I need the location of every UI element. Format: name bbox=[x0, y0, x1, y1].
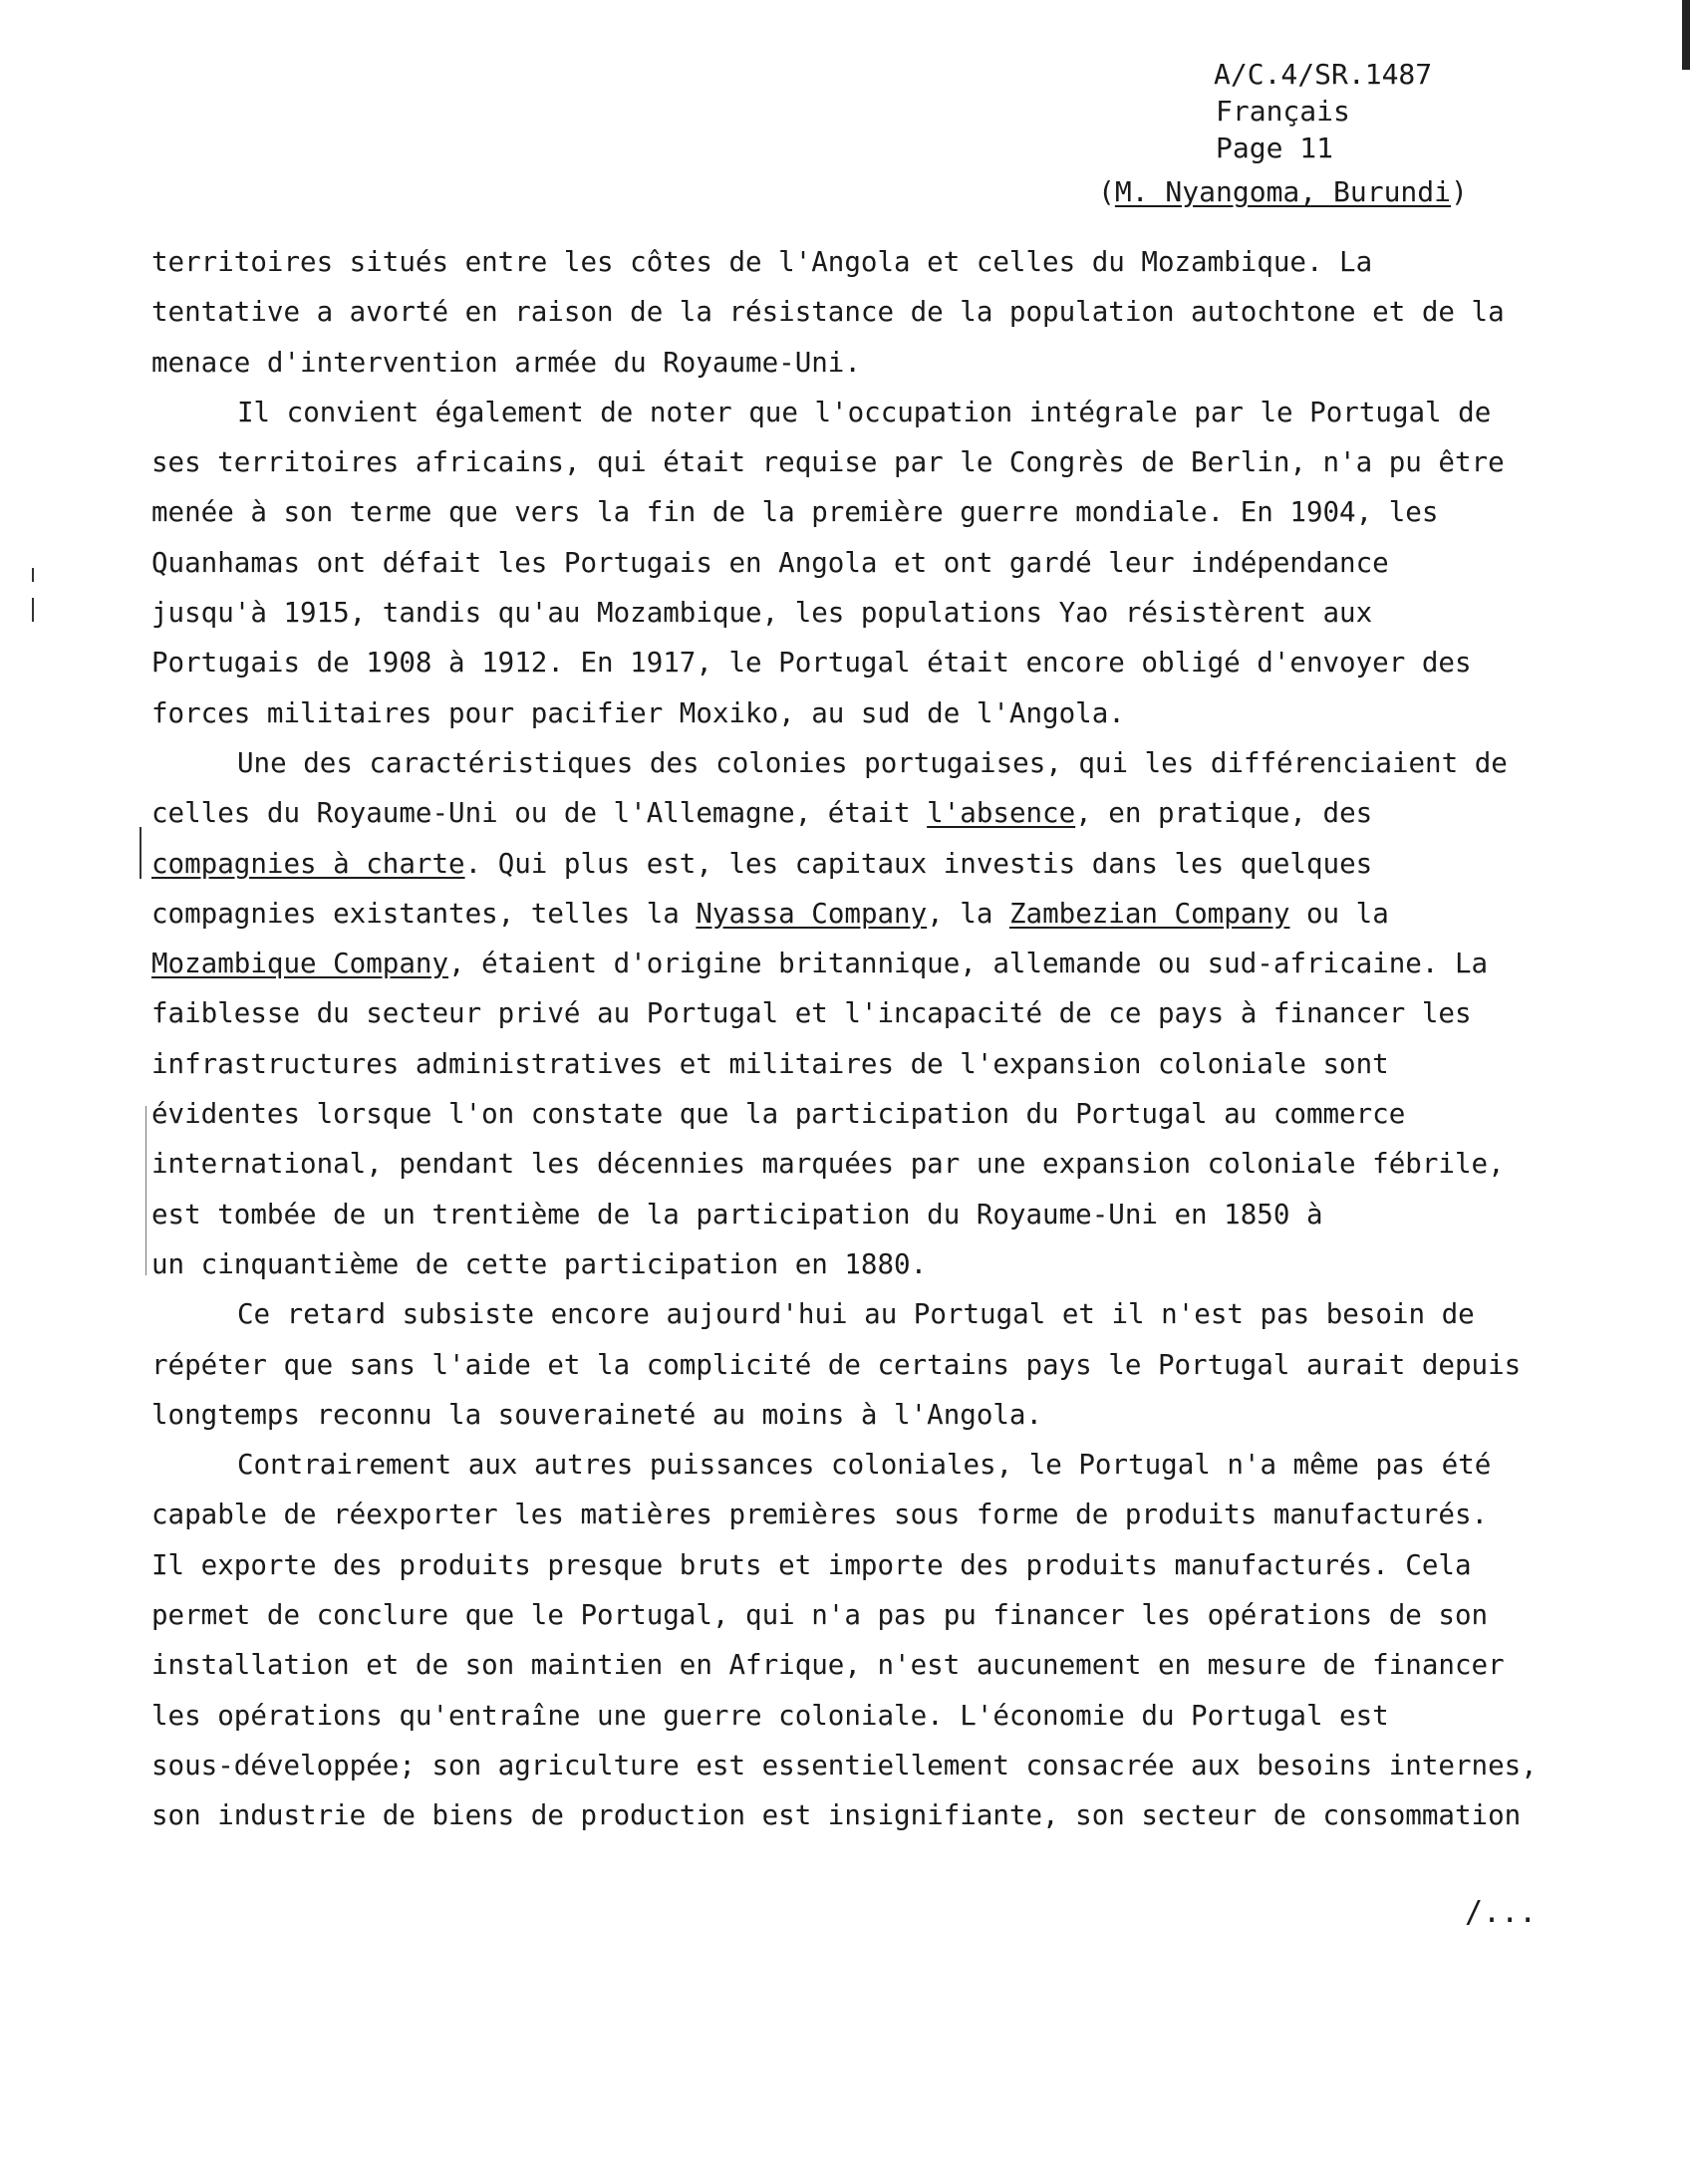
page-number: Page 11 bbox=[1216, 132, 1334, 164]
text-line: Une des caractéristiques des colonies portugaises, qui les différenciaient de bbox=[237, 746, 1508, 779]
speaker-attribution bbox=[1098, 175, 1468, 208]
underlined-phrase: Nyassa Company bbox=[696, 897, 928, 930]
text-line: permet de conclure que le Portugal, qui n'a pas pu financer les opérations de son bbox=[151, 1599, 1489, 1632]
text-line: territoires situés entre les côtes de l'Angola et celles du Mozambique. La bbox=[151, 246, 1373, 278]
paragraph bbox=[151, 738, 1556, 1289]
text-line: celles du Royaume-Uni ou de l'Allemagne, était l'absence, en pratique, des bbox=[151, 797, 1373, 830]
underlined-phrase: Mozambique Company bbox=[151, 948, 449, 980]
text-line: menace d'intervention armée du Royaume-Uni. bbox=[151, 346, 861, 379]
underlined-phrase: l'absence bbox=[927, 797, 1076, 830]
text-line: infrastructures administratives et militaires de l'expansion coloniale sont bbox=[151, 1047, 1389, 1080]
text-line: compagnies existantes, telles la Nyassa Company, la Zambezian Company ou la bbox=[151, 897, 1389, 930]
text-line: Portugais de 1908 à 1912. En 1917, le Portugal était encore obligé d'envoyer des bbox=[151, 647, 1472, 680]
text-line: est tombée de un trentième de la participation du Royaume-Uni en 1850 à bbox=[151, 1198, 1323, 1230]
text-line: évidentes lorsque l'on constate que la participation du Portugal au commerce bbox=[151, 1098, 1406, 1131]
text-line: sous-développée; son agriculture est essentiellement consacrée aux besoins internes, bbox=[151, 1749, 1538, 1781]
document-header bbox=[1214, 56, 1432, 166]
paragraph bbox=[151, 388, 1556, 738]
text-line: capable de réexporter les matières premières sous forme de produits manufacturés. bbox=[151, 1499, 1489, 1531]
document-language: Français bbox=[1216, 95, 1350, 128]
document-symbol: A/C.4/SR.1487 bbox=[1214, 58, 1433, 91]
text-line: tentative a avorté en raison de la résistance de la population autochtone et de la bbox=[151, 296, 1505, 329]
continuation-mark: /... bbox=[1465, 1895, 1538, 1930]
margin-mark bbox=[145, 1106, 146, 1275]
margin-mark bbox=[140, 827, 141, 879]
underlined-phrase: compagnies à charte bbox=[151, 847, 465, 880]
text-line: Quanhamas ont défait les Portugais en Angola et ont gardé leur indépendance bbox=[151, 546, 1389, 579]
text-line: un cinquantième de cette participation en 1880. bbox=[151, 1247, 928, 1280]
text-line: compagnies à charte. Qui plus est, les capitaux investis dans les quelques bbox=[151, 847, 1373, 880]
speaker-close-paren: ) bbox=[1451, 175, 1468, 208]
paragraph bbox=[151, 237, 1556, 388]
text-line: international, pendant les décennies marquées par une expansion coloniale fébrile, bbox=[151, 1148, 1505, 1181]
text-line: installation et de son maintien en Afrique, n'est aucunement en mesure de financer bbox=[151, 1649, 1505, 1682]
margin-mark bbox=[32, 598, 34, 622]
text-line: menée à son terme que vers la fin de la première guerre mondiale. En 1904, les bbox=[151, 496, 1439, 529]
text-line: Mozambique Company, étaient d'origine britannique, allemande ou sud-africaine. La bbox=[151, 948, 1489, 980]
scan-edge-mark bbox=[1682, 0, 1690, 70]
paragraph bbox=[151, 1440, 1556, 1840]
underlined-phrase: Zambezian Company bbox=[1008, 897, 1290, 930]
text-line: Ce retard subsiste encore aujourd'hui au Portugal et il n'est pas besoin de bbox=[237, 1298, 1475, 1331]
text-line: Contrairement aux autres puissances coloniales, le Portugal n'a même pas été bbox=[237, 1449, 1492, 1482]
text-line: longtemps reconnu la souveraineté au moins à l'Angola. bbox=[151, 1398, 1043, 1431]
text-line: forces militaires pour pacifier Moxiko, au sud de l'Angola. bbox=[151, 696, 1125, 729]
text-line: jusqu'à 1915, tandis qu'au Mozambique, les populations Yao résistèrent aux bbox=[151, 597, 1373, 630]
text-line: les opérations qu'entraîne une guerre coloniale. L'économie du Portugal est bbox=[151, 1699, 1389, 1732]
speaker-open-paren: ( bbox=[1098, 175, 1115, 208]
text-line: répéter que sans l'aide et la complicité de certains pays le Portugal aurait depuis bbox=[151, 1348, 1522, 1381]
margin-mark bbox=[32, 568, 34, 582]
text-line: son industrie de biens de production est insignifiante, son secteur de consommation bbox=[151, 1799, 1522, 1832]
text-line: Il convient également de noter que l'occupation intégrale par le Portugal de bbox=[237, 396, 1492, 428]
document-body bbox=[151, 237, 1556, 1841]
paragraph bbox=[151, 1289, 1556, 1440]
speaker-name: M. Nyangoma, Burundi bbox=[1114, 175, 1452, 208]
text-line: faiblesse du secteur privé au Portugal et l'incapacité de ce pays à financer les bbox=[151, 997, 1472, 1030]
text-line: Il exporte des produits presque bruts et importe des produits manufacturés. Cela bbox=[151, 1548, 1472, 1581]
text-line: ses territoires africains, qui était requise par le Congrès de Berlin, n'a pu être bbox=[151, 446, 1505, 479]
